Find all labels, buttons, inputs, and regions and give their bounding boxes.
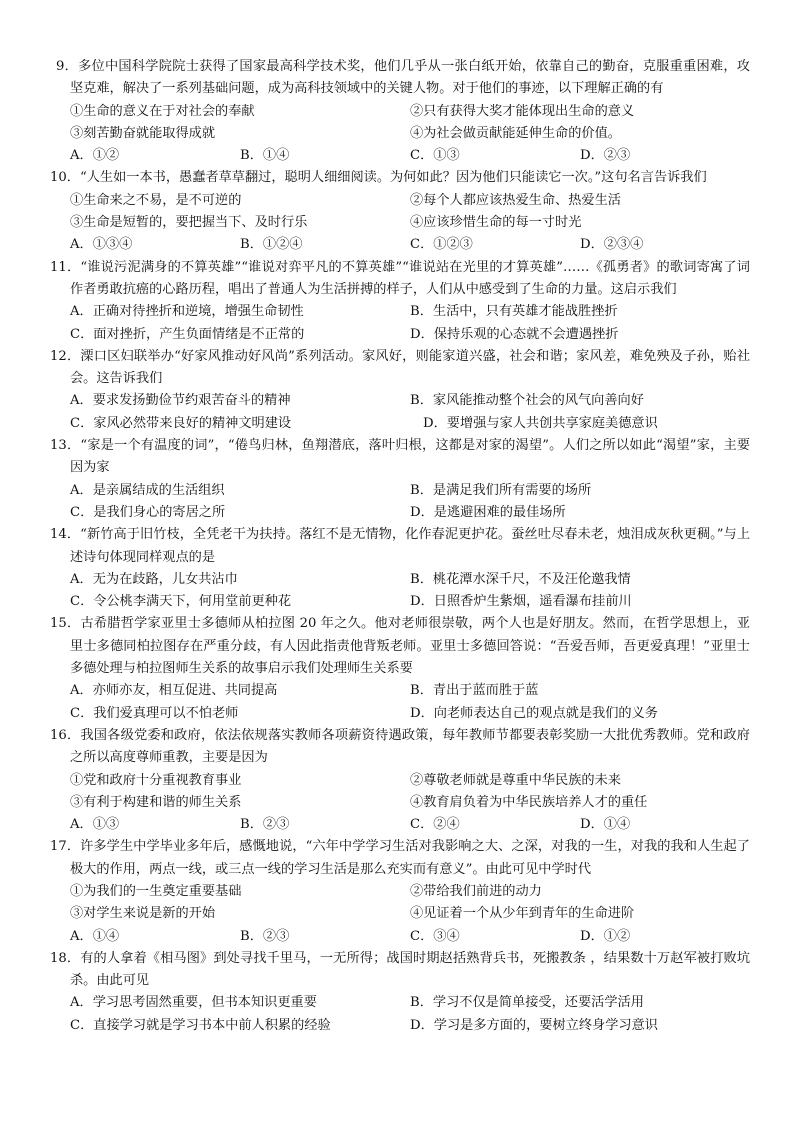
- statement-1: ①为我们的一生奠定重要基础: [70, 883, 242, 899]
- option-a[interactable]: A．①④: [70, 928, 120, 944]
- statement-4: ④为社会做贡献能延伸生命的价值。: [410, 125, 621, 141]
- statement-row: [70, 101, 750, 123]
- question-stem: [50, 346, 751, 391]
- option-a[interactable]: A．正确对待挫折和逆境，增强生命韧性: [70, 304, 304, 320]
- option-row: [70, 814, 750, 836]
- question-number: 17．: [50, 839, 81, 855]
- option-c[interactable]: C．①③: [410, 148, 460, 164]
- option-row: [70, 680, 750, 702]
- option-row: [70, 480, 750, 502]
- option-row: [70, 703, 750, 725]
- option-c[interactable]: C．我们爱真理可以不怕老师: [70, 705, 239, 721]
- question-18: [50, 948, 751, 1037]
- option-row: [70, 301, 750, 323]
- option-a[interactable]: A．①③: [70, 817, 120, 833]
- option-b[interactable]: B．生活中，只有英雄才能战胜挫折: [410, 304, 618, 320]
- question-9: [56, 56, 750, 167]
- question-text: 多位中国科学院院士获得了国家最高科学技术奖，他们几乎从一张白纸开始，依靠自己的勤奋，克服重重困难，攻坚克难，解决了一系列基础问题，成为高科技领域中的关键人物。对于他们的事迹，以下理解正确的有: [70, 59, 750, 97]
- question-number: 11．: [50, 259, 81, 275]
- statement-2: ②每个人都应该热爱生命、热爱生活: [410, 192, 621, 208]
- statement-2: ②尊敬老师就是尊重中华民族的未来: [410, 772, 621, 788]
- question-stem: [50, 435, 751, 480]
- option-d[interactable]: D．②③④: [580, 237, 644, 253]
- option-d[interactable]: D．是逃避困难的最佳场所: [410, 504, 566, 520]
- option-b[interactable]: B．学习不仅是简单接受，还要活学活用: [410, 995, 644, 1011]
- statement-row: [70, 190, 750, 212]
- option-c[interactable]: C．③④: [410, 928, 460, 944]
- option-b[interactable]: B．②③: [240, 928, 290, 944]
- option-d[interactable]: D．学习是多方面的，要树立终身学习意识: [410, 1017, 658, 1033]
- option-a[interactable]: A．①②: [70, 148, 120, 164]
- question-number: 12．: [50, 348, 81, 364]
- option-b[interactable]: B．①④: [240, 148, 290, 164]
- option-c[interactable]: C．令公桃李满天下，何用堂前更种花: [70, 594, 292, 610]
- question-13: [50, 435, 751, 524]
- question-17: [50, 836, 750, 947]
- option-d[interactable]: D．日照香炉生紫烟，遥看瀑布挂前川: [410, 594, 632, 610]
- option-row: [70, 1015, 750, 1037]
- statement-3: ③刻苦勤奋就能取得成就: [70, 125, 216, 141]
- statement-4: ④应该珍惜生命的每一寸时光: [410, 215, 582, 231]
- statement-row: [70, 123, 750, 145]
- statement-4: ④见证着一个从少年到青年的生命进阶: [410, 906, 635, 922]
- statement-row: [70, 770, 750, 792]
- option-d[interactable]: D．向老师表达自己的观点就是我们的义务: [410, 705, 658, 721]
- question-text: “家是一个有温度的词”，“倦鸟归林，鱼翔潜底，落叶归根，这都是对家的渴望”。人们之所以如此“渴望”家，主要因为家: [70, 438, 751, 476]
- option-d[interactable]: D．①④: [580, 817, 631, 833]
- statement-row: [70, 903, 750, 925]
- question-stem: [50, 836, 750, 881]
- question-number: 14．: [50, 527, 81, 543]
- question-stem: [50, 613, 750, 680]
- question-text: “人生如一本书，愚蠢者草草翻过，聪明人细细阅读。为何如此？因为他们只能读它一次。”这句名言告诉我们: [79, 170, 707, 186]
- question-11: [50, 257, 750, 346]
- question-16: [50, 725, 750, 836]
- option-b[interactable]: B．青出于蓝而胜于蓝: [410, 683, 539, 699]
- question-text: 我国各级党委和政府，依法依规落实教师各项薪资待遇政策，每年教师节都要表彰奖励一大批优秀教师。党和政府之所以高度尊师重教，主要是因为: [70, 727, 750, 766]
- option-row: [70, 591, 750, 613]
- option-b[interactable]: B．②③: [240, 817, 290, 833]
- option-d[interactable]: D．①②: [580, 928, 631, 944]
- statement-1: ①生命来之不易，是不可逆的: [70, 192, 242, 208]
- option-d[interactable]: D．②③: [580, 148, 631, 164]
- option-c[interactable]: C．家风必然带来良好的精神文明建设: [70, 415, 292, 431]
- option-c[interactable]: C．面对挫折，产生负面情绪是不正常的: [70, 326, 305, 342]
- option-a[interactable]: A．无为在歧路，儿女共沾巾: [70, 571, 238, 587]
- option-c[interactable]: C．直接学习就是学习书本中前人积累的经验: [70, 1017, 331, 1033]
- option-b[interactable]: B．是满足我们所有需要的场所: [410, 482, 592, 498]
- statement-row: [70, 212, 750, 234]
- option-c[interactable]: C．②④: [410, 817, 460, 833]
- question-number: 10．: [50, 170, 80, 186]
- question-text: 溧口区妇联举办“好家风推动好风尚”系列活动。家风好，则能家道兴盛，社会和谐；家风差，难免殃及子孙，贻社会。这告诉我们: [70, 348, 751, 387]
- option-row: [70, 145, 750, 167]
- question-stem: [50, 725, 750, 770]
- option-a[interactable]: A．要求发扬勤俭节约艰苦奋斗的精神: [70, 393, 291, 409]
- question-text: “新竹高于旧竹枝，全凭老干为扶持。落红不是无情物，化作春泥更护花。蚕丝吐尽春未老，烛泪成灰秋更稠。”与上述诗句体现同样观点的是: [70, 527, 751, 565]
- option-row: [70, 502, 750, 524]
- statement-3: ③生命是短暂的，要把握当下、及时行乐: [70, 215, 308, 231]
- question-10: [50, 167, 750, 256]
- option-a[interactable]: A．亦师亦友，相互促进、共同提高: [70, 683, 278, 699]
- question-text: 许多学生中学毕业多年后，感慨地说，“六年中学学习生活对我影响之大、之深，对我的一生，对我的我和人生起了极大的作用，两点一线，或三点一线的学习生活是那么充实而有意义”。由此可见中学时代: [70, 839, 750, 877]
- statement-3: ③有利于构建和谐的师生关系: [70, 794, 242, 810]
- question-stem: [50, 948, 751, 993]
- option-b[interactable]: B．桃花潭水深千尺，不及汪伦邀我情: [410, 571, 631, 587]
- statement-3: ③对学生来说是新的开始: [70, 906, 216, 922]
- statement-2: ②带给我们前进的动力: [410, 883, 542, 899]
- question-text: 有的人拿着《相马图》到处寻找千里马，一无所得；战国时期赵括熟背兵书，死搬教条 ，结果数十万赵军被打败坑杀。由此可见: [70, 950, 751, 989]
- statement-1: ①生命的意义在于对社会的奉献: [70, 103, 255, 119]
- option-b[interactable]: B．家风能推动整个社会的风气向善向好: [410, 393, 644, 409]
- question-number: 13．: [50, 438, 81, 454]
- question-stem: [50, 524, 751, 569]
- option-c[interactable]: C．①②③: [410, 237, 473, 253]
- option-d[interactable]: D．保持乐观的心态就不会遭遇挫折: [410, 326, 619, 342]
- option-row: [70, 569, 750, 591]
- option-row: [70, 324, 750, 346]
- question-stem: [50, 167, 750, 189]
- option-a[interactable]: A．①③④: [70, 237, 133, 253]
- question-stem: [56, 56, 750, 101]
- option-c[interactable]: C．是我们身心的寄居之所: [70, 504, 226, 520]
- option-a[interactable]: A．是亲属结成的生活组织: [70, 482, 225, 498]
- statement-4: ④教育肩负着为中华民族培养人才的重任: [410, 794, 648, 810]
- option-row: [70, 390, 750, 412]
- statement-2: ②只有获得大奖才能体现出生命的意义: [410, 103, 635, 119]
- question-number: 15．: [50, 616, 81, 632]
- statement-row: [70, 881, 750, 903]
- question-14: [50, 524, 751, 613]
- question-number: 16．: [50, 727, 81, 743]
- statement-row: [70, 792, 750, 814]
- option-d[interactable]: D．要增强与家人共创共享家庭美德意识: [423, 415, 658, 431]
- question-text: “谁说污泥满身的不算英雄”“谁说对弈平凡的不算英雄”“谁说站在光里的才算英雄”……《孤勇者》的歌词寄寓了词作者勇敢抗癌的心路历程，唱出了普通人为生活拼搏的样子，人们从中感受到了生命的力量。这启示我们: [70, 259, 750, 297]
- question-text: 古希腊哲学家亚里士多德师从柏拉图 20 年之久。他对老师很崇敬，两个人也是好朋友。然而，在哲学思想上，亚里士多德同柏拉图存在严重分歧，有人因此指责他背叛老师。亚里士多德回答说：“吾爱吾师，吾更爱真理！”亚里士多德处理与柏拉图师生关系的故事启示我们处理师生关系要: [70, 616, 750, 677]
- question-15: [50, 613, 750, 724]
- option-row: [70, 926, 750, 948]
- option-row: [70, 413, 750, 435]
- option-a[interactable]: A．学习思考固然重要，但书本知识更重要: [70, 995, 317, 1011]
- option-row: [70, 234, 750, 256]
- question-number: 9．: [56, 59, 79, 74]
- question-number: 18．: [50, 950, 81, 966]
- option-b[interactable]: B．①②④: [240, 237, 303, 253]
- question-12: [50, 346, 751, 435]
- option-row: [70, 992, 750, 1014]
- question-stem: [50, 257, 750, 302]
- statement-1: ①党和政府十分重视教育事业: [70, 772, 242, 788]
